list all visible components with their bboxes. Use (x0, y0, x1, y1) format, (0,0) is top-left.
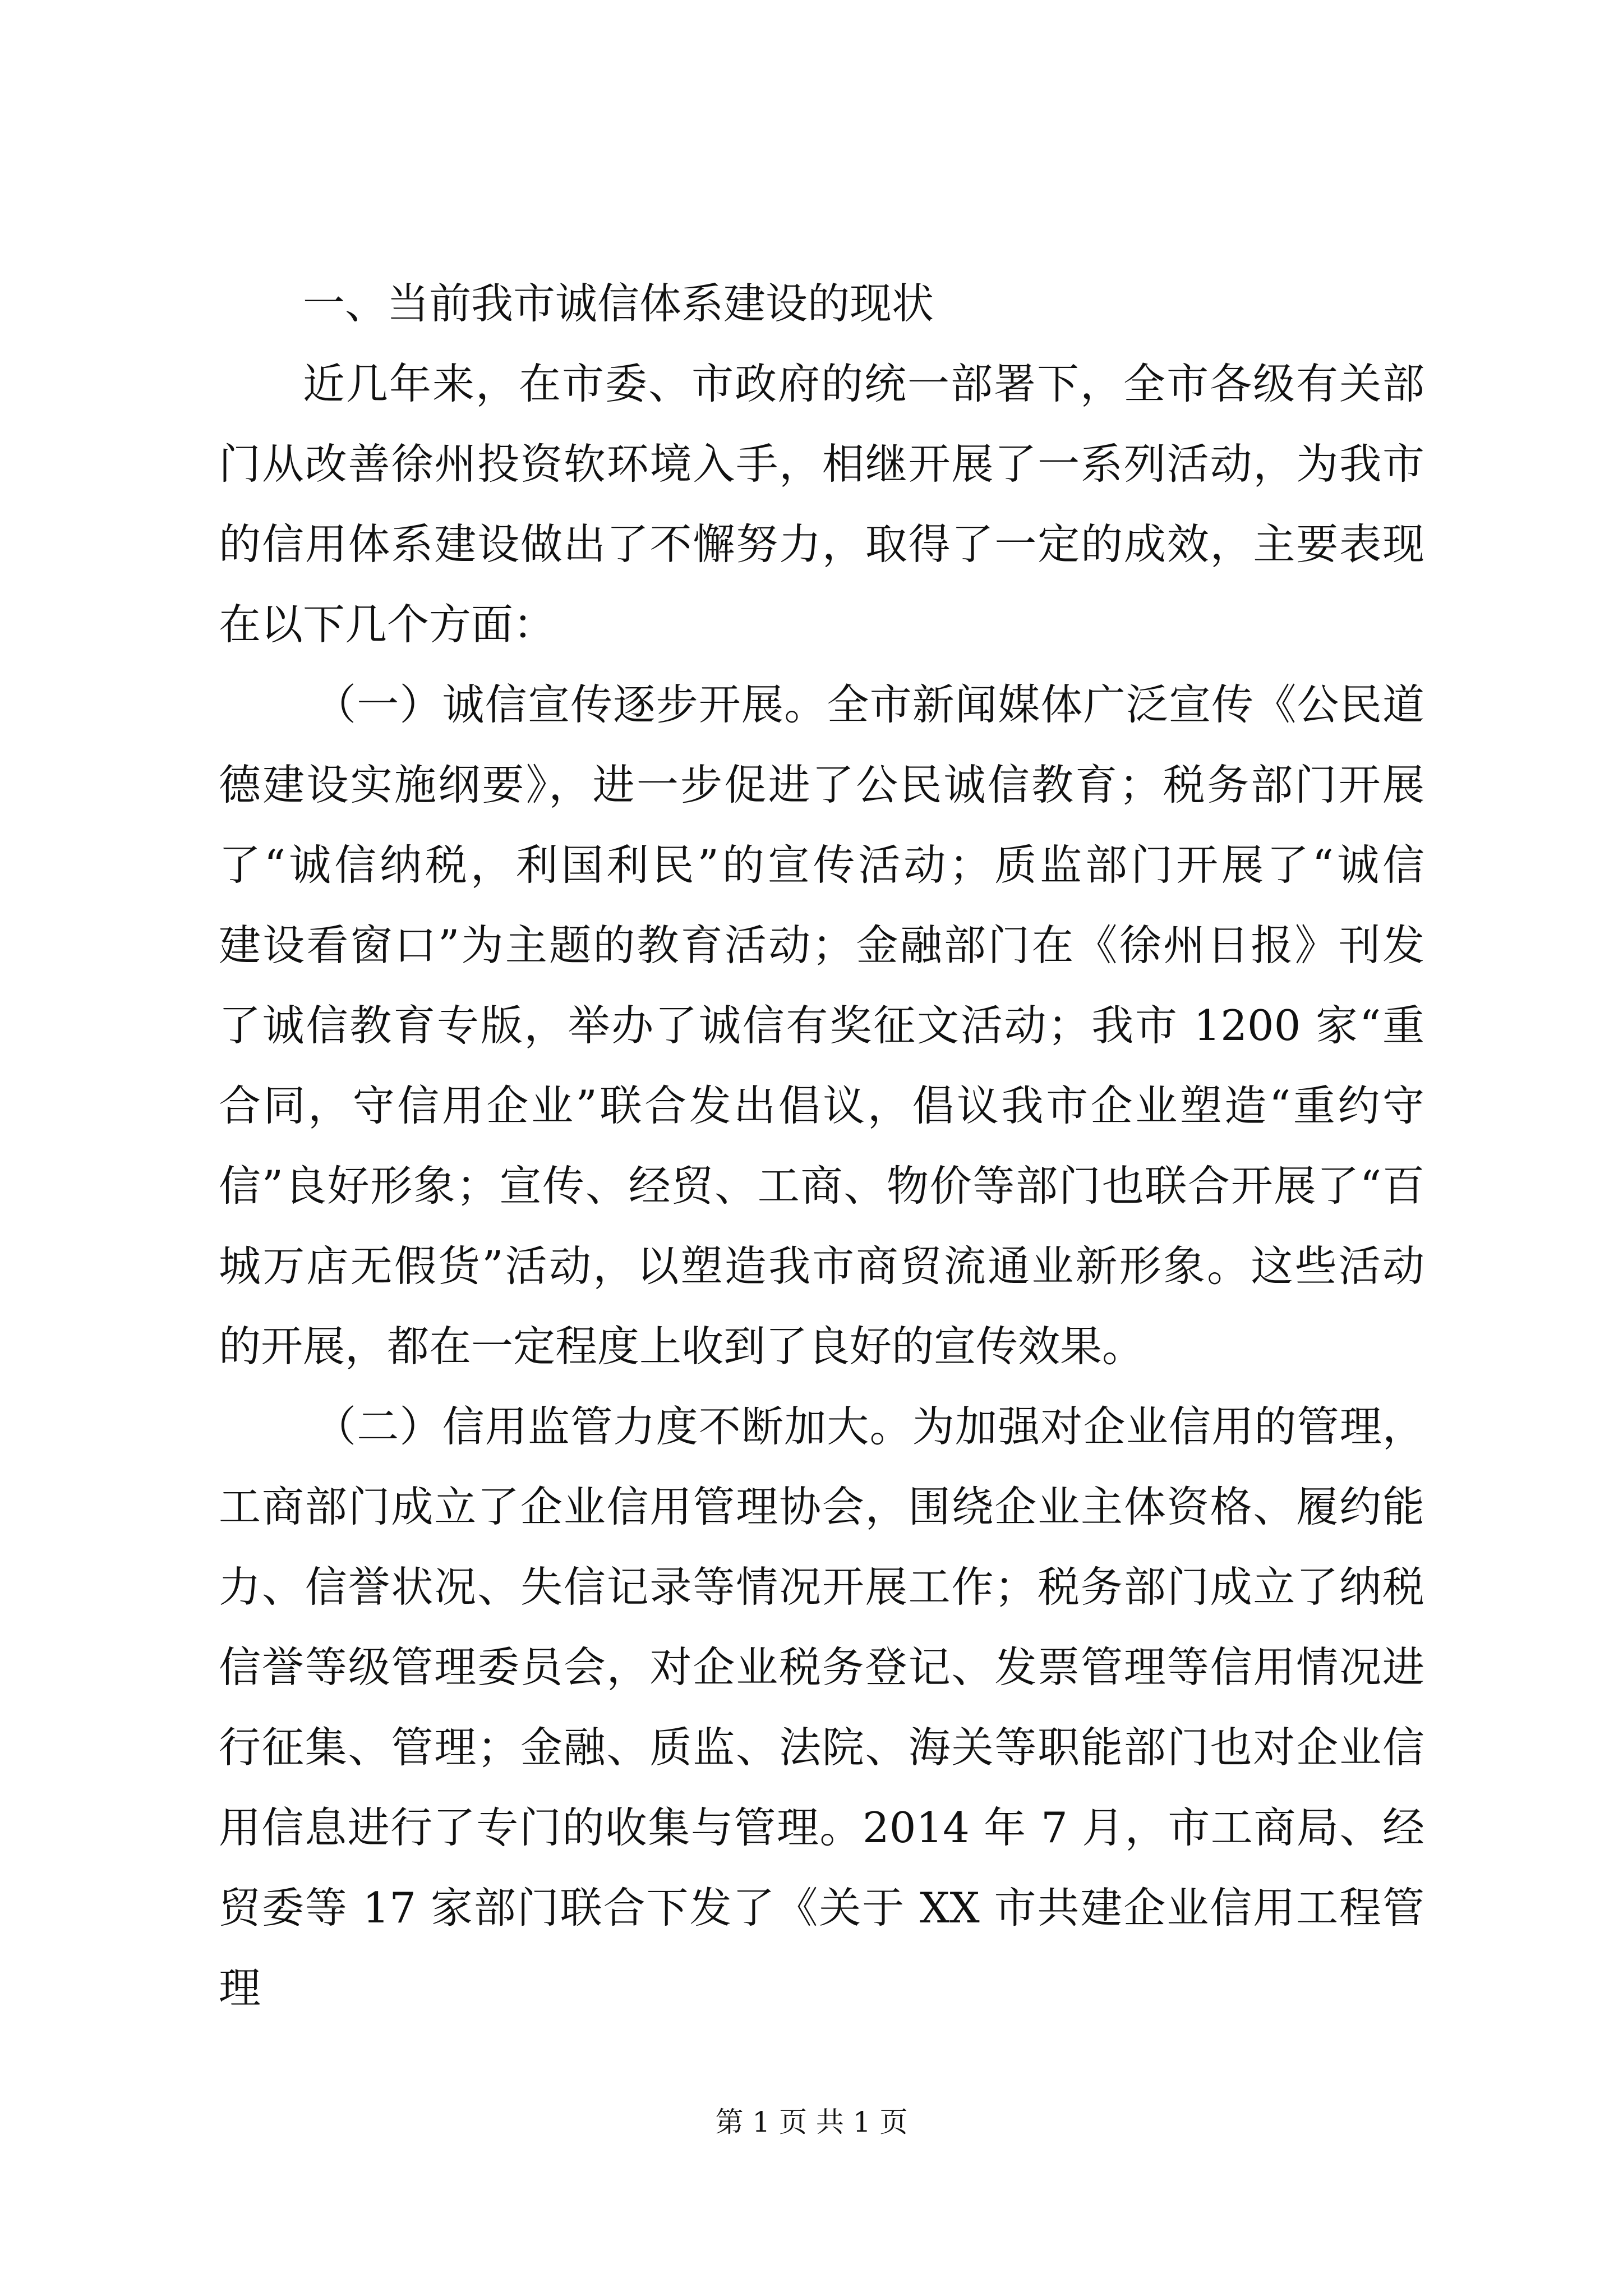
paragraph-line: 城万店无假货”活动，以塑造我市商贸流通业新形象。这些活动 (219, 1241, 1424, 1291)
paragraph-intro (219, 344, 1424, 665)
paragraph-line: 力、信誉状况、失信记录等情况开展工作；税务部门成立了纳税 (219, 1562, 1424, 1612)
paragraph-line: 的信用体系建设做出了不懈努力，取得了一定的成效，主要表现 (219, 519, 1424, 569)
paragraph-line: （一）诚信宣传逐步开展。全市新闻媒体广泛宣传《公民道 (314, 680, 1424, 729)
section-heading: 一、当前我市诚信体系建设的现状 (303, 279, 934, 328)
paragraph-publicity (219, 665, 1424, 1387)
paragraph-line: 信”良好形象；宣传、经贸、工商、物价等部门也联合开展了“百 (219, 1161, 1424, 1211)
paragraph-line: 近几年来，在市委、市政府的统一部署下，全市各级有关部 (303, 359, 1424, 408)
paragraph-line: 用信息进行了专门的收集与管理。2014 年 7 月，市工商局、经 (219, 1803, 1424, 1852)
document-body (219, 264, 1424, 2013)
paragraph-line: （二）信用监管力度不断加大。为加强对企业信用的管理， (314, 1402, 1424, 1451)
page-footer: 第 1 页 共 1 页 (715, 2106, 908, 2138)
paragraph-line: 了诚信教育专版，举办了诚信有奖征文活动；我市 1200 家“重 (219, 1001, 1424, 1050)
paragraph-line: 工商部门成立了企业信用管理协会，围绕企业主体资格、履约能 (219, 1482, 1424, 1531)
paragraph-line: 的开展，都在一定程度上收到了良好的宣传效果。 (219, 1322, 1145, 1371)
paragraph-line: 贸委等 17 家部门联合下发了《关于 XX 市共建企业信用工程管理 (219, 1883, 1424, 2013)
paragraph-line: 信誉等级管理委员会，对企业税务登记、发票管理等信用情况进 (219, 1642, 1424, 1692)
paragraph-supervision (219, 1387, 1424, 2013)
paragraph-line: 德建设实施纲要》，进一步促进了公民诚信教育；税务部门开展 (219, 760, 1424, 809)
paragraph-line: 了“诚信纳税，利国利民”的宣传活动；质监部门开展了“诚信 (219, 840, 1424, 890)
paragraph-line: 合同，守信用企业”联合发出倡议，倡议我市企业塑造“重约守 (219, 1081, 1424, 1130)
paragraph-line: 行征集、管理；金融、质监、法院、海关等职能部门也对企业信 (219, 1723, 1424, 1772)
paragraph-line: 门从改善徐州投资软环境入手，相继开展了一系列活动，为我市 (219, 439, 1424, 489)
paragraph-line: 建设看窗口”为主题的教育活动；金融部门在《徐州日报》刊发 (219, 921, 1424, 970)
paragraph-line: 在以下几个方面： (219, 600, 556, 649)
